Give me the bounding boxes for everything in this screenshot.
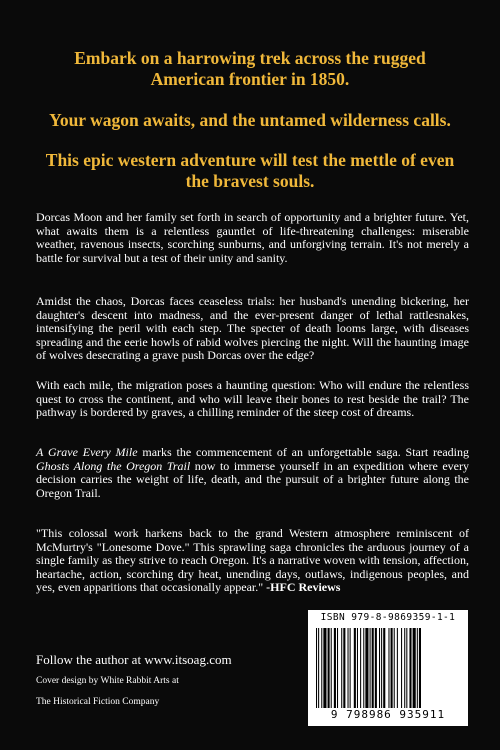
barcode-bar bbox=[375, 628, 377, 708]
review-text: "This colossal work harkens back to the grand Western atmosphere reminiscent of McMurtry's "Lonesome Dove." This sprawling saga chronicles the arduous journey of a single family as they strive to reach Oregon. It's a narrative woven with tension, affection, heartache, action, scorching dry heat, unending days, outlaws, indigenous peoples, and yes, even apparitions that occasionally appear." bbox=[36, 526, 469, 595]
barcode-bar bbox=[316, 628, 317, 708]
barcode-bar bbox=[397, 628, 398, 708]
barcode-bar bbox=[391, 628, 393, 708]
barcode-bar bbox=[406, 628, 407, 708]
review-quote bbox=[36, 527, 469, 595]
synopsis-paragraph-2: Amidst the chaos, Dorcas faces ceaseless trials: her husband's unending bickering, her daughter's descent into madness, and the ever-present danger of lethal rattlesnakes, intensifying the peril with each step. The specter of death looms large, with diseases spreading and the eerie howls of rabid wolves piercing the night. Will the haunting image of wolves desecrating a grave push Dorcas over the edge? bbox=[36, 294, 469, 363]
barcode-bar bbox=[413, 628, 416, 708]
author-website: Follow the author at www.itsoag.com bbox=[36, 652, 232, 667]
barcode-bar bbox=[401, 628, 402, 708]
barcode-bar bbox=[370, 628, 371, 708]
barcode-bar bbox=[388, 628, 389, 708]
barcode-bar bbox=[348, 628, 349, 708]
barcode-bar bbox=[321, 628, 322, 708]
barcode-bar bbox=[318, 628, 319, 708]
barcode-bar bbox=[365, 628, 368, 708]
book-title: A Grave Every Mile bbox=[36, 445, 138, 459]
barcode-bar bbox=[409, 628, 411, 708]
barcode-bar bbox=[383, 628, 385, 708]
barcode-bar bbox=[334, 628, 336, 708]
barcode-bar bbox=[363, 628, 364, 708]
tagline-1: Embark on a harrowing trek across the rugged American frontier in 1850. bbox=[74, 48, 426, 89]
barcode-digits: 9 798986 935911 bbox=[330, 708, 446, 721]
isbn-barcode bbox=[308, 610, 468, 726]
barcode-bar bbox=[337, 628, 338, 708]
barcode-bar bbox=[360, 628, 361, 708]
barcode-bar bbox=[379, 628, 380, 708]
isbn-label: ISBN 979-8-9869359-1-1 bbox=[320, 612, 456, 623]
barcode-bar bbox=[357, 628, 358, 708]
cover-credit-line-1: Cover design by White Rabbit Arts at bbox=[36, 676, 179, 686]
tagline-2: Your wagon awaits, and the untamed wilderness calls. bbox=[49, 110, 451, 130]
synopsis-paragraph-4 bbox=[36, 446, 469, 500]
barcode-bar bbox=[323, 628, 326, 708]
barcode-bar bbox=[417, 628, 418, 708]
paragraph-text: now to immerse yourself in an expedition where every decision carries the weight of life, death, and the pursuit of a brighter future along the Oregon Trail. bbox=[36, 458, 469, 500]
review-source: -HFC Reviews bbox=[266, 580, 341, 595]
cover-credit-line-2: The Historical Fiction Company bbox=[36, 697, 160, 707]
barcode-bar bbox=[354, 628, 356, 708]
barcode-bar bbox=[331, 628, 332, 708]
barcode-bar bbox=[419, 628, 421, 708]
series-title: Ghosts Along the Oregon Trail bbox=[36, 458, 191, 473]
barcode-bar bbox=[343, 628, 345, 708]
barcode-bars bbox=[316, 628, 460, 708]
barcode-bar bbox=[350, 628, 351, 708]
synopsis-paragraph-3: With each mile, the migration poses a haunting question: Who will endure the relentless quest to cross the continent, and who will leave their bones to rest beside the trail? The pathway is bordered by graves, a chilling reminder of the steep cost of dreams. bbox=[36, 378, 469, 420]
barcode-bar bbox=[381, 628, 382, 708]
barcode-bar bbox=[372, 628, 374, 708]
tagline-3: This epic western adventure will test the mettle of even the bravest souls. bbox=[45, 150, 455, 191]
barcode-bar bbox=[404, 628, 405, 708]
barcode-bar bbox=[328, 628, 330, 708]
synopsis-paragraph-1: Dorcas Moon and her family set forth in search of opportunity and a brighter future. Yet, what awaits them is a relentless gauntlet of life-threatening challenges: miserable weather, ravenous insects, scorching sunburns, and unforgiving terrain. It's not merely a battle for survival but a test of their unity and sanity. bbox=[36, 210, 469, 265]
barcode-bar bbox=[394, 628, 395, 708]
barcode-bar bbox=[341, 628, 342, 708]
paragraph-text: marks the commencement of an unforgettable saga. Start reading bbox=[137, 445, 470, 459]
